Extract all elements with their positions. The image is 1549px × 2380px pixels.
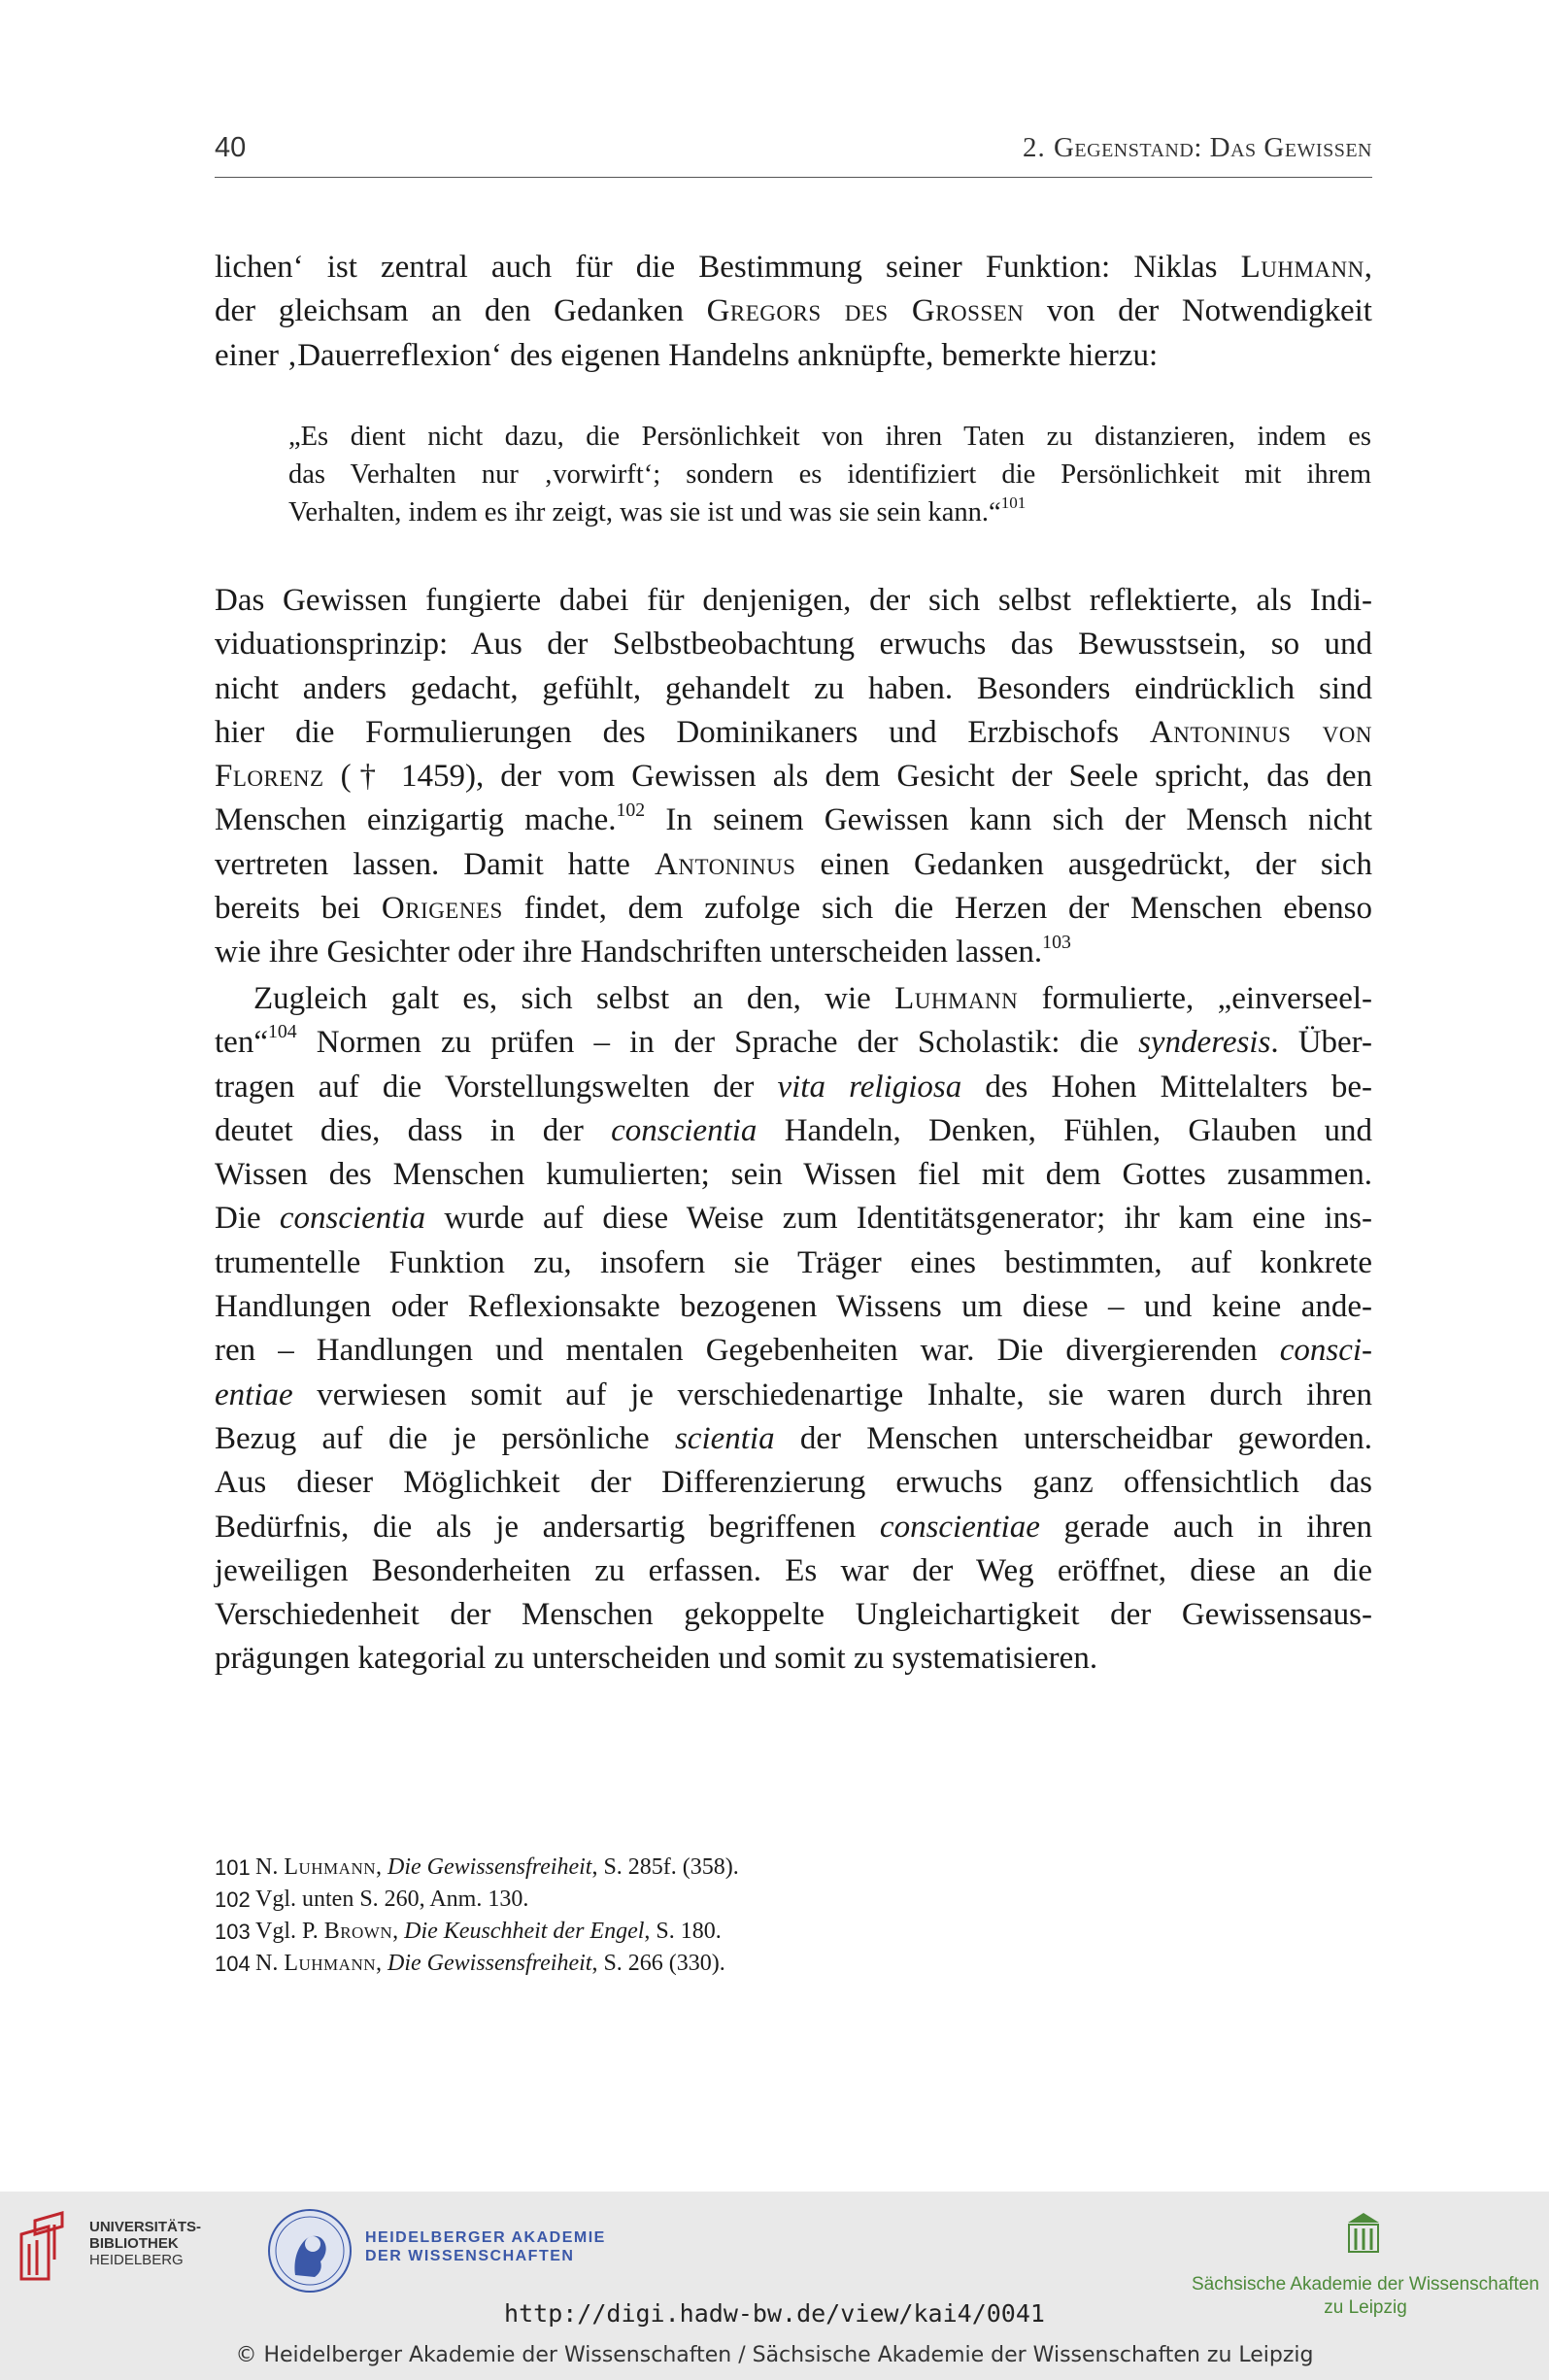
footnote: 104 N. Luhmann, Die Gewissensfreiheit, S. 266 (330).: [215, 1951, 725, 1976]
body-paragraph-2: Das Gewissen fungierte dabei für denjenigen, der sich selbst reflektierte, als Indi- viduationsprinzip: Aus der Selbstbeobachtung erwuchs das Bewusstsein, so und nicht anders gedacht, gefühlt, gehandelt zu haben. Besonders eindrücklich sind hier die Formulierungen des Dominikaners und Erzbischofs Antoninus von Florenz († 1459), der vom Gewissen als dem Gesicht der Seele spricht, das den Menschen einzigartig mache.$^{102}$ In seinem Gewissen kann sich der Mensch nicht vertreten lassen. Damit hatte Antoninus einen Gedanken ausgedrückt, der sich bereits bei Origenes findet, dem zufolge sich die Herzen der Menschen ebenso wie ihre Gesichter oder ihre Handschriften unterscheiden lassen.$^{103}$: [215, 583, 1373, 970]
university-library-name: UNIVERSITÄTS- BIBLIOTHEK HEIDELBERG: [89, 2219, 202, 2268]
body-paragraph-3: Zugleich galt es, sich selbst an den, wie Luhmann formulierte, „einverseel- ten“$^{104}$ Normen zu prüfen – in der Sprache der Scholastik: die synderesis. Über- tragen auf die Vorstellungswelten der vita religiosa des Hohen Mittelalters be- deutet dies, dass in der conscientia Handeln, Denken, Fühlen, Glauben und Wissen des Menschen kumulierten; sein Wissen fiel mit dem Gottes zusammen. Die conscientia wurde auf diese Weise zum Identitätsgenerator; ihr kam eine ins- trumentelle Funktion zu, insofern sie Träger eines bestimmten, auf konkrete Handlungen oder Reflexionsakte bezogenen Wissens um diese – und keine ande- ren – Handlungen und mentalen Gegebenheiten war. Die divergierenden consci- entiae verwiesen somit auf je verschiedenartige Inhalte, sie waren durch ihren Bezug auf die je persönliche scientia der Menschen unterscheidbar geworden. Aus dieser Möglichkeit der Differenzierung erwuchs ganz offensichtlich das Bedürfnis, die als je andersartig begriffenen conscientiae gerade auch in ihren jeweiligen Besonderheiten zu erfassen. Es war der Weg eröffnet, diese an die Verschiedenheit der Menschen gekoppelte Ungleichartigkeit der Gewissensaus- prägungen kategorial zu unterscheiden und somit zu systematisieren.: [215, 981, 1373, 1677]
running-head-title: 2. Gegenstand: Das Gewissen: [1022, 132, 1372, 163]
footnote-ref-101: 101: [1000, 493, 1027, 513]
academy-seal-logo[interactable]: [266, 2207, 354, 2295]
page-number: 40: [215, 132, 247, 163]
footnote-ref-102: 102: [616, 799, 646, 821]
saxon-academy-name: Sächsische Akademie der Wissenschaften zu Leipzig: [1191, 2274, 1539, 2318]
university-library-logo[interactable]: [16, 2211, 82, 2281]
footnote-ref-103: 103: [1042, 931, 1071, 953]
copyright-notice: © Heidelberger Akademie der Wissenschaften / Sächsische Akademie der Wissenschaften zu Leipzig: [235, 2343, 1314, 2367]
footnote: 101 N. Luhmann, Die Gewissensfreiheit, S. 285f. (358).: [215, 1854, 739, 1880]
academy-name: HEIDELBERGER AKADEMIE DER WISSENSCHAFTEN: [365, 2229, 606, 2264]
source-url-link[interactable]: http://digi.hadw-bw.de/view/kai4/0041: [504, 2299, 1045, 2328]
saxon-academy-logo[interactable]: [1346, 2211, 1381, 2254]
body-paragraph-1: lichen‘ ist zentral auch für die Bestimmung seiner Funktion: Niklas Luhmann, der gleichsam an den Gedanken Gregors des Grossen von der Notwendigkeit einer ‚Dauerreflexion‘ des eigenen Handelns anknüpfte, bemerkte hierzu:: [215, 250, 1372, 373]
running-header: [215, 128, 1372, 178]
footnote: 103 Vgl. P. Brown, Die Keuschheit der Engel, S. 180.: [215, 1919, 722, 1944]
block-quote: „Es dient nicht dazu, die Persönlichkeit von ihren Taten zu distanzieren, indem es das Verhalten nur ‚vorwirft‘; sondern es identifiziert die Persönlichkeit mit ihrem Verhalten, indem es ihr zeigt, was sie ist und was sie sein kann.“$^{101}$: [288, 422, 1371, 527]
footnotes: [215, 1852, 1283, 1980]
footnote: 102 Vgl. unten S. 260, Anm. 130.: [215, 1887, 529, 1912]
footnote-ref-104: 104: [267, 1021, 297, 1043]
